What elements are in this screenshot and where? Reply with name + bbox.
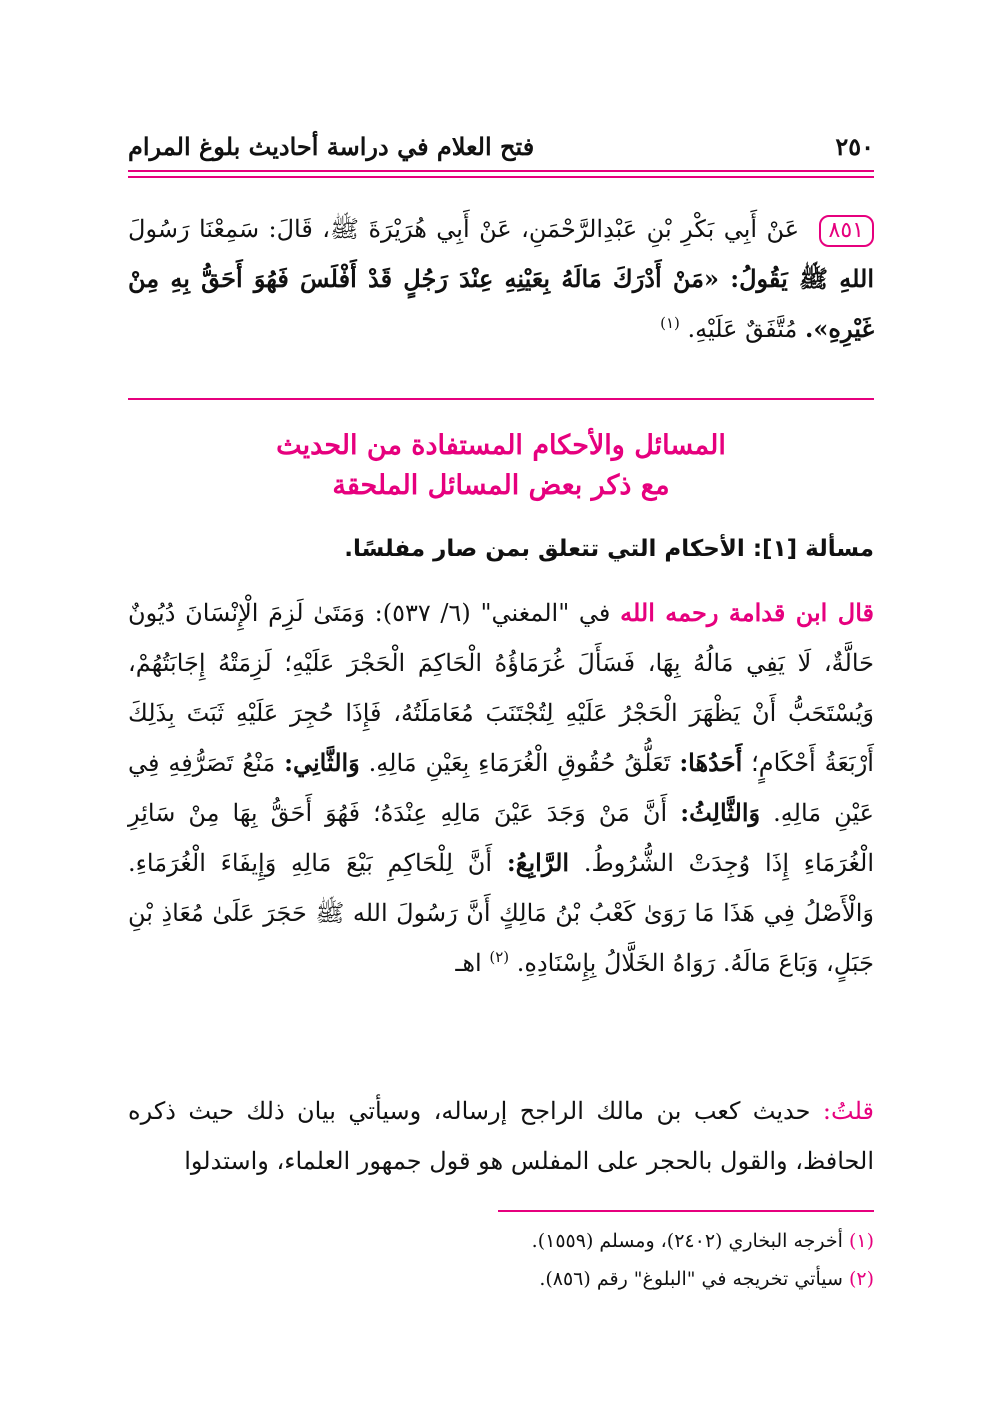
first-ruling-text: تَعَلُّقُ حُقُوقِ الْغُرَمَاءِ بِعَيْنِ مَالِهِ. [368,749,671,777]
hadith-line-3: مُتَّفَقٌ عَلَيْهِ. [687,315,798,343]
header-rule-top [128,170,874,172]
fourth-ruling-label: الرَّابِعُ: [506,848,570,877]
fourth-ruling-text: أَنَّ لِلْحَاكِمِ بَيْعَ مَالِهِ وَإِيفَاءَ الْغُرَمَاءِ. وَالْأَصْلُ فِي هَذَا مَا رَوَىٰ كَعْبُ بْنُ مَالِكٍ أَنَّ رَسُولَ الله ﷺ حَجَرَ عَلَىٰ مُعَاذِ بْنِ جَبَلٍ، وَبَاعَ مَالَهُ. رَوَاهُ الخَلَّالُ بِإِسْنَادِهِ. [128,849,874,977]
note-label: قلتُ: [822,1097,874,1125]
book-title: فتح العلام في دراسة أحاديث بلوغ المرام [128,132,535,161]
footnote-2-text: سيأتي تخريجه في "البلوغ" رقم (٨٥٦). [539,1268,843,1290]
third-ruling-label: وَالثَّالِثُ: [680,798,761,827]
footnote-2 [128,1268,874,1290]
footnote-1-text: أخرجه البخاري (٢٤٠٢)، ومسلم (١٥٥٩). [531,1230,843,1252]
hadith-number-badge: ٨٥١ [819,215,874,247]
note-paragraph [128,1086,874,1186]
hadith-text [128,204,874,354]
first-ruling-label: أَحَدُهَا: [679,748,743,777]
footnote-2-number: (٢) [848,1268,874,1290]
quote-author: قال ابن قدامة رحمه الله [620,598,874,627]
section-title-line-2: مع ذكر بعض المسائل الملحقة [332,470,670,501]
third-ruling-text: أَنَّ مَنْ وَجَدَ عَيْنَ مَالِهِ عِنْدَهُ؛ فَهُوَ أَحَقُّ بِهَا مِنْ سَائِرِ الْغُرَمَاءِ إِذَا وُجِدَتْ الشُّرُوطُ. [128,799,874,877]
quote-paragraph [128,588,874,988]
second-ruling-text: مَنْعُ تَصَرُّفِهِ فِي عَيْنِ مَالِهِ. [128,749,874,827]
footnote-ref-1: (١) [660,314,680,332]
section-divider [128,398,874,400]
footnote-rule [498,1210,874,1212]
quote-source: في "المغني" (٦/ ٥٣٧): [374,599,611,627]
footnote-1-number: (١) [848,1230,874,1252]
footnote-ref-2: (٢) [489,948,510,966]
hadith-line-1: عَنْ أَبِي بَكْرِ بْنِ عَبْدِالرَّحْمَنِ، عَنْ أَبِي هُرَيْرَةَ ﷺ، قَالَ: سَمِعْنَا رَسُولَ [128,215,800,243]
issue-label: مسألة [١]: [752,536,874,562]
issue-heading [128,536,874,562]
section-title-line-1: المسائل والأحكام المستفادة من الحديث [276,430,726,461]
footnote-1 [128,1230,874,1252]
quote-end-mark: اهـ [455,949,482,977]
hadith-line-2: اللهِ ﷺ يَقُولُ: «مَنْ أَدْرَكَ مَالَهُ بِعَيْنِهِ عِنْدَ رَجُلٍ قَدْ أَفْلَسَ فَهُوَ أَحَقُّ بِهِ مِنْ غَيْرِهِ». [128,264,874,343]
quote-text: وَمَتَىٰ لَزِمَ الْإِنْسَانَ دُيُونٌ حَالَّةٌ، لَا يَفِي مَالُهُ بِهَا، فَسَأَلَ غُرَمَاؤُهُ الْحَاكِمَ الْحَجْرَ عَلَيْهِ؛ لَزِمَتْهُ إِجَابَتُهُمْ، وَيُسْتَحَبُّ أَنْ يَظْهَرَ الْحَجْرُ عَلَيْهِ لِتُجْتَنَبَ مُعَامَلَتُهُ، فَإِذَا حُجِرَ عَلَيْهِ ثَبَتَ بِذَلِكَ أَرْبَعَةُ أَحْكَامٍ؛ [128,599,874,777]
second-ruling-label: وَالثَّانِي: [284,748,360,777]
header-rule-bottom [128,176,874,178]
running-header [128,128,874,168]
note-text: حديث كعب بن مالك الراجح إرساله، وسيأتي بيان ذلك حيث ذكره الحافظ، والقول بالحجر على المفلس هو قول جمهور العلماء، واستدلوا [128,1097,874,1175]
page-number: ٢٥٠ [835,132,874,161]
issue-text: الأحكام التي تتعلق بمن صار مفلسًا. [344,536,745,562]
